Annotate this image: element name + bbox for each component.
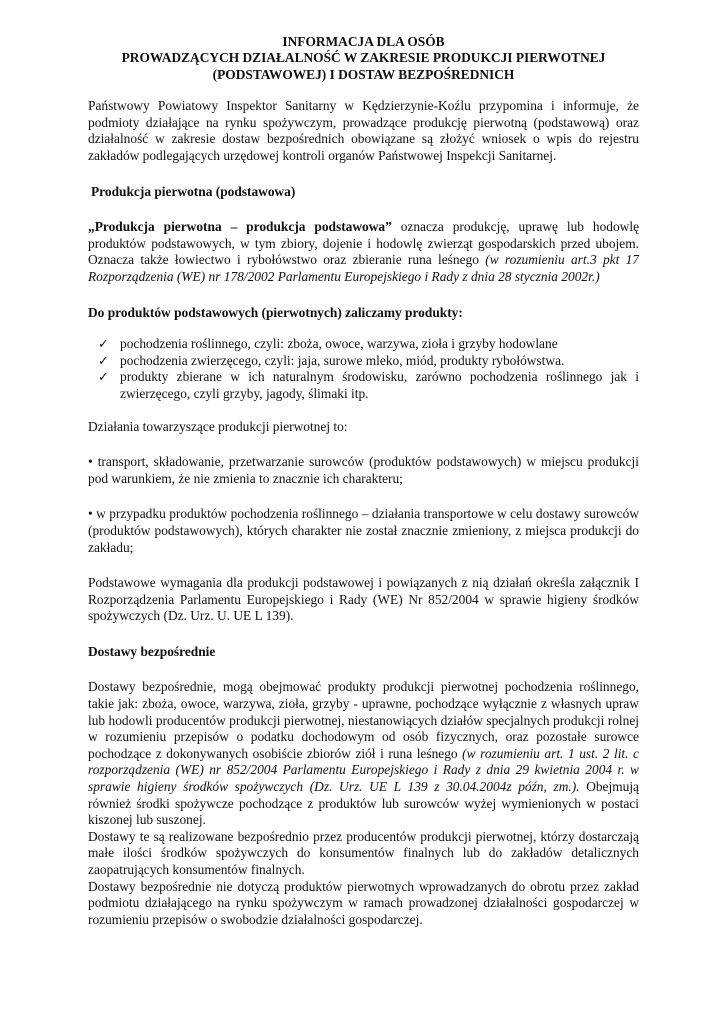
requirements-paragraph: Podstawowe wymagania dla produkcji podstawowej i powiązanych z nią działań określa załącznik I Rozporządzenia Parlamentu Europejskiego i Rady (WE) Nr 852/2004 w sprawie higieny środków spożywczych (Dz. Urz. U. UE L 139).: [88, 575, 639, 624]
definition-citation: (w rozumieniu art.3 pkt 17 Rozporządzenia (WE) nr 178/2002 Parlamentu Europejskiego i Rady z dnia 28 stycznia 2002r.): [88, 252, 639, 284]
title-line-2: PROWADZĄCYCH DZIAŁALNOŚĆ W ZAKRESIE PRODUKCJI PIERWOTNEJ: [121, 50, 606, 66]
document-title: [88, 34, 639, 83]
checkmark-icon: ✓: [98, 336, 109, 352]
section-heading-direct-supply: Dostawy bezpośrednie: [88, 643, 216, 659]
list-item-text: pochodzenia zwierzęcego, czyli: jaja, surowe mleko, miód, produkty rybołówstwa.: [120, 352, 565, 368]
direct-supply-paragraph-2: Dostawy te są realizowane bezpośrednio przez producentów produkcji pierwotnej, którzy dostarczają małe ilości środków spożywczych do konsumentów finalnych lub do zakładów detalicznych zaopatrujących konsumentów finalnych.: [88, 828, 639, 877]
definition-text: oznacza produkcję, uprawę lub hodowlę produktów podstawowych, w tym zbiory, dojenie i hodowlę zwierząt gospodarskich przed ubojem. Oznacza także łowiectwo i rybołówstwo oraz zbieranie runa leśnego: [88, 219, 640, 268]
checkmark-icon: ✓: [98, 352, 109, 368]
activity-plant-transport: • w przypadku produktów pochodzenia roślinnego – działania transportowe w celu dostawy surowców (produktów podstawowych), których charakter nie został znacznie zmieniony, z miejsca produkcji do zakładu;: [88, 506, 639, 555]
checkmark-icon: ✓: [98, 369, 109, 385]
intro-paragraph: Państwowy Powiatowy Inspektor Sanitarny w Kędzierzynie-Koźlu przypomina i informuje, że podmioty działające na rynku spożywczym, prowadzące produkcję pierwotną (podstawową) oraz działalność w zakresie dostaw bezpośrednich obowiązane są złożyć wniosek o wpis do rejestru zakładów podlegających urzędowej kontroli organów Państwowej Inspekcji Sanitarnej.: [88, 98, 639, 163]
list-item: [98, 336, 639, 353]
list-item-text: pochodzenia roślinnego, czyli: zboża, owoce, warzywa, zioła i grzyby hodowlane: [120, 336, 558, 352]
direct-supply-tail: Obejmują również środki spożywcze pochodzące z produktów lub surowców wyżej wymienionych w postaci kiszonej lub suszonej.: [88, 779, 639, 828]
activity-transport: • transport, składowanie, przetwarzanie surowców (produktów podstawowych) w miejscu produkcji pod warunkiem, że nie zmienia to znacznie ich charakteru;: [88, 454, 639, 486]
direct-supply-text: Dostawy bezpośrednie, mogą obejmować produkty produkcji pierwotnej pochodzenia roślinnego, takie jak: zboża, owoce, warzywa, zioła, grzyby - uprawne, pochodzące wyłącznie z własnych upraw lub hodowli producentów produkcji pierwotnej, niestanowiących działów specjalnych produkcji rolnej w rozumieniu przepisów o podatku dochodowym od osób fizycznych, oraz pozostałe surowce pochodzące z dokonywanych osobiście zbiorów ziół i runa leśnego: [88, 679, 639, 761]
list-item: [98, 369, 639, 402]
list-item-text: produkty zbierane w ich naturalnym środowisku, zarówno pochodzenia roślinnego jak i zwierzęcego, czyli grzyby, jagody, ślimaki itp.: [120, 369, 639, 401]
definition-paragraph: [88, 219, 639, 285]
products-list: [88, 336, 639, 402]
products-heading: Do produktów podstawowych (pierwotnych) zaliczamy produkty:: [88, 304, 463, 320]
list-item: [98, 352, 639, 370]
direct-supply-paragraph-1: [88, 679, 639, 828]
activities-intro: Działania towarzyszące produkcji pierwotnej to:: [88, 418, 348, 434]
definition-term: „Produkcja pierwotna – produkcja podstawowa”: [88, 219, 392, 235]
title-line-3: (PODSTAWOWEJ) I DOSTAW BEZPOŚREDNICH: [212, 66, 515, 82]
direct-supply-paragraph-3: Dostawy bezpośrednie nie dotyczą produktów pierwotnych wprowadzanych do obrotu przez zakład podmiotu działającego na rynku spożywczym w ramach prowadzonej działalności gospodarczej w rozumieniu przepisów o swobodzie działalności gospodarczej.: [88, 878, 639, 927]
section-heading-primary-production: Produkcja pierwotna (podstawowa): [91, 183, 296, 199]
title-line-1: INFORMACJA DLA OSÓB: [282, 34, 445, 49]
direct-supply-citation: (w rozumieniu art. 1 ust. 2 lit. c rozporządzenia (WE) nr 852/2004 Parlamentu Europejskiego i Rady z dnia 29 kwietnia 2004 r. w sprawie higieny środków spożywczych (Dz. Urz. UE L 139 z 30.04.2004z późn, zm.).: [88, 745, 639, 795]
